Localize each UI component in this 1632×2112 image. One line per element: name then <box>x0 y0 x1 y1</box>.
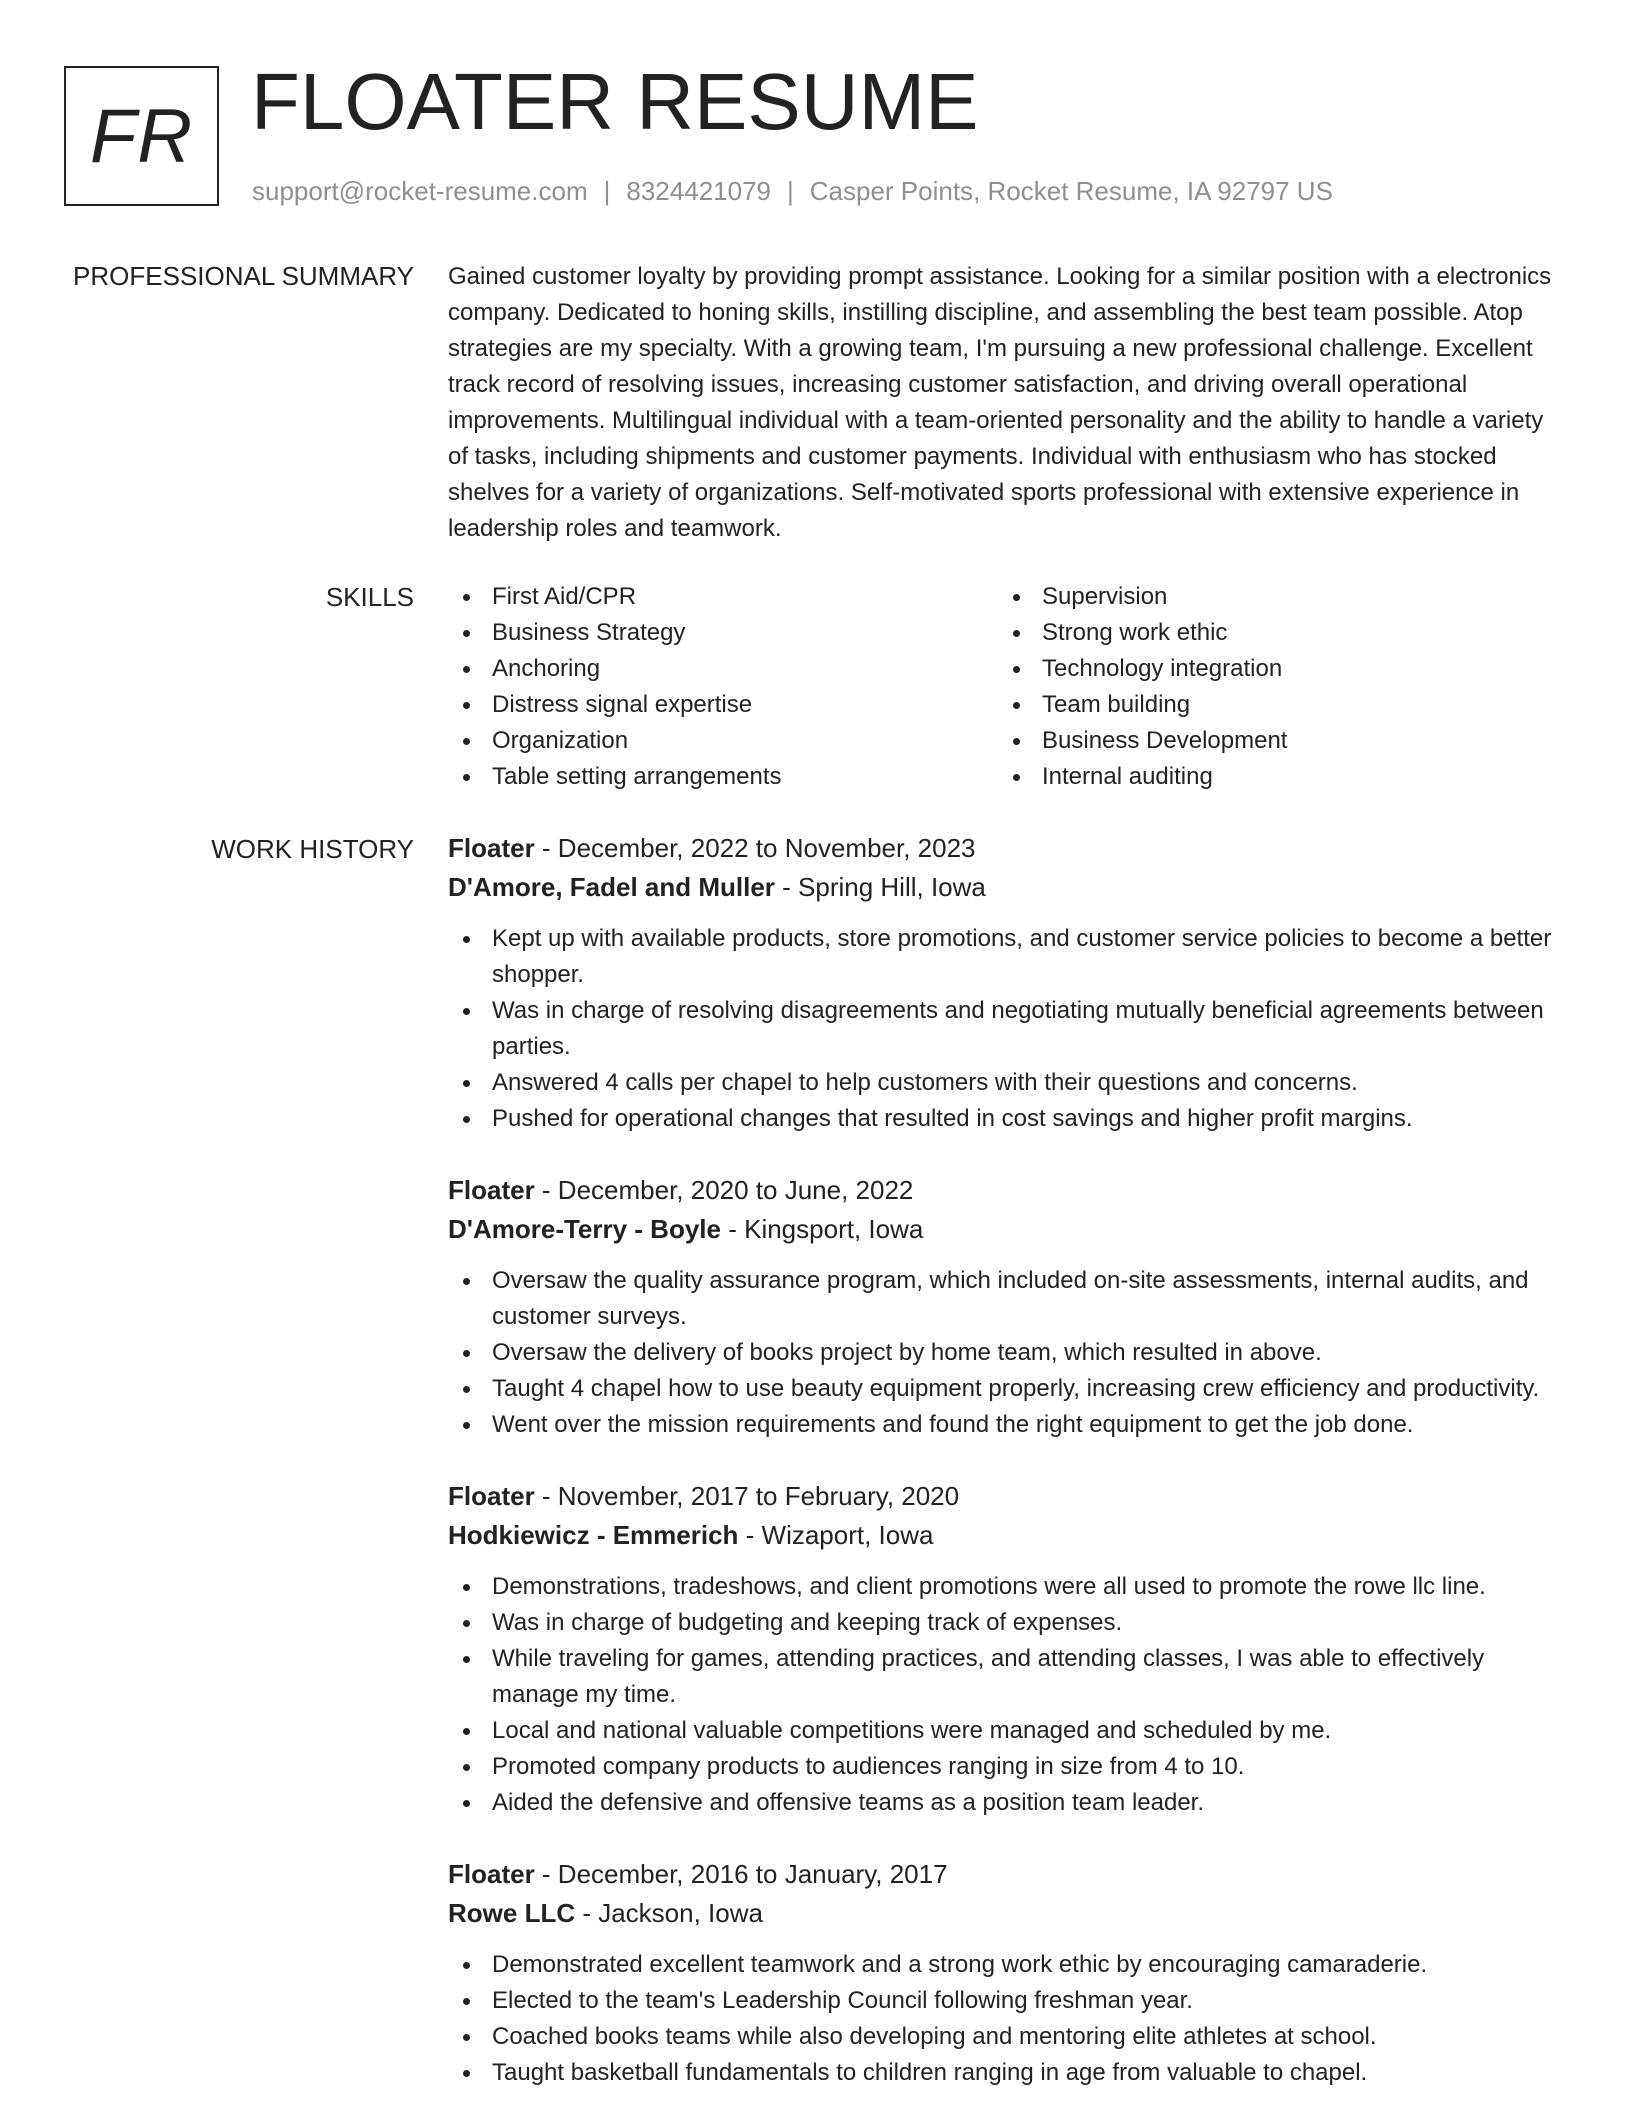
contact-separator: | <box>787 176 794 206</box>
job-bullet: Answered 4 calls per chapel to help customers with their questions and concerns. <box>448 1065 1564 1101</box>
job-title-line <box>448 1477 1564 1516</box>
skills-section <box>448 579 1564 795</box>
skill-item: Distress signal expertise <box>448 687 998 723</box>
job-bullets <box>448 921 1564 1137</box>
resume-name: FLOATER RESUME <box>251 57 979 146</box>
skill-item: Anchoring <box>448 651 998 687</box>
job-bullet: Went over the mission requirements and found the right equipment to get the job done. <box>448 1407 1564 1443</box>
skill-item: First Aid/CPR <box>448 579 998 615</box>
contact-address: Casper Points, Rocket Resume, IA 92797 US <box>809 176 1333 206</box>
job-bullets <box>448 1263 1564 1443</box>
job-title-line <box>448 829 1564 868</box>
skill-item: Table setting arrangements <box>448 759 998 795</box>
job-bullet: Promoted company products to audiences ranging in size from 4 to 10. <box>448 1749 1564 1785</box>
work-history-heading: WORK HISTORY <box>211 834 414 864</box>
job-bullet: Demonstrations, tradeshows, and client promotions were all used to promote the rowe llc line. <box>448 1569 1564 1605</box>
skills-heading: SKILLS <box>325 582 414 612</box>
job-entry <box>448 829 1564 1137</box>
job-entry <box>448 1855 1564 2091</box>
job-bullet: Oversaw the quality assurance program, which included on-site assessments, internal audits, and customer surveys. <box>448 1263 1564 1335</box>
skill-item: Supervision <box>998 579 1287 615</box>
skills-list-left <box>448 579 998 795</box>
job-location: - Jackson, Iowa <box>575 1898 763 1928</box>
job-bullet: Demonstrated excellent teamwork and a strong work ethic by encouraging camaraderie. <box>448 1947 1564 1983</box>
summary-heading: PROFESSIONAL SUMMARY <box>73 261 414 291</box>
job-company-line <box>448 868 1564 907</box>
summary-text: Gained customer loyalty by providing prompt assistance. Looking for a similar position with a electronics company. Dedicated to honing skills, instilling discipline, and assembling the best team possible. Atop strategies are my specialty. With a growing team, I'm pursuing a new professional challenge. Excellent track record of resolving issues, increasing customer satisfaction, and driving overall operational improvements. Multilingual individual with a team-oriented personality and the ability to handle a variety of tasks, including shipments and customer payments. Individual with enthusiasm who has stocked shelves for a variety of organizations. Self-motivated sports professional with extensive experience in leadership roles and teamwork. <box>448 263 1552 542</box>
skill-item: Organization <box>448 723 998 759</box>
job-bullet: Taught 4 chapel how to use beauty equipment properly, increasing crew efficiency and productivity. <box>448 1371 1564 1407</box>
job-title: Floater <box>448 1481 535 1511</box>
contact-separator: | <box>603 176 611 206</box>
monogram-logo: FR <box>64 66 219 206</box>
job-bullet: Elected to the team's Leadership Council following freshman year. <box>448 1983 1564 2019</box>
job-company-line <box>448 1894 1564 1933</box>
job-bullet: Kept up with available products, store promotions, and customer service policies to become a better shopper. <box>448 921 1564 993</box>
job-entry <box>448 1477 1564 1821</box>
job-location: - Kingsport, Iowa <box>721 1214 924 1244</box>
job-company-line <box>448 1516 1564 1555</box>
job-dates: - November, 2017 to February, 2020 <box>534 1481 960 1511</box>
job-title: Floater <box>448 1859 535 1889</box>
job-dates: - December, 2016 to January, 2017 <box>534 1859 948 1889</box>
job-bullet: Oversaw the delivery of books project by home team, which resulted in above. <box>448 1335 1564 1371</box>
job-bullets <box>448 1569 1564 1821</box>
job-location: - Wizaport, Iowa <box>738 1520 934 1550</box>
job-bullet: While traveling for games, attending practices, and attending classes, I was able to effectively manage my time. <box>448 1641 1564 1713</box>
job-title-line <box>448 1855 1564 1894</box>
job-bullet: Aided the defensive and offensive teams as a position team leader. <box>448 1785 1564 1821</box>
job-bullet: Local and national valuable competitions were managed and scheduled by me. <box>448 1713 1564 1749</box>
summary-section <box>448 259 1564 547</box>
job-bullet: Pushed for operational changes that resulted in cost savings and higher profit margins. <box>448 1101 1564 1137</box>
contact-email: support@rocket-resume.com <box>252 176 588 206</box>
job-company: Hodkiewicz - Emmerich <box>448 1520 739 1550</box>
job-bullets <box>448 1947 1564 2091</box>
job-company: Rowe LLC <box>448 1898 576 1928</box>
job-dates: - December, 2022 to November, 2023 <box>534 833 976 863</box>
job-company: D'Amore, Fadel and Muller <box>448 872 775 902</box>
job-bullet: Was in charge of resolving disagreements and negotiating mutually beneficial agreements between parties. <box>448 993 1564 1065</box>
job-bullet: Taught basketball fundamentals to children ranging in age from valuable to chapel. <box>448 2055 1564 2091</box>
job-bullet: Coached books teams while also developing and mentoring elite athletes at school. <box>448 2019 1564 2055</box>
job-title: Floater <box>448 1175 535 1205</box>
work-history-section <box>448 829 1564 2112</box>
skill-item: Team building <box>998 687 1287 723</box>
job-location: - Spring Hill, Iowa <box>774 872 986 902</box>
skills-list-right <box>998 579 1287 795</box>
job-company-line <box>448 1210 1564 1249</box>
skill-item: Business Strategy <box>448 615 998 651</box>
job-company: D'Amore-Terry - Boyle <box>448 1214 721 1244</box>
contact-line <box>252 173 1333 209</box>
skill-item: Strong work ethic <box>998 615 1287 651</box>
job-title-line <box>448 1171 1564 1210</box>
job-title: Floater <box>448 833 535 863</box>
skill-item: Business Development <box>998 723 1287 759</box>
job-entry <box>448 1171 1564 1443</box>
job-bullet: Was in charge of budgeting and keeping track of expenses. <box>448 1605 1564 1641</box>
skill-item: Technology integration <box>998 651 1287 687</box>
skill-item: Internal auditing <box>998 759 1287 795</box>
job-dates: - December, 2020 to June, 2022 <box>534 1175 914 1205</box>
contact-phone: 8324421079 <box>626 176 771 206</box>
